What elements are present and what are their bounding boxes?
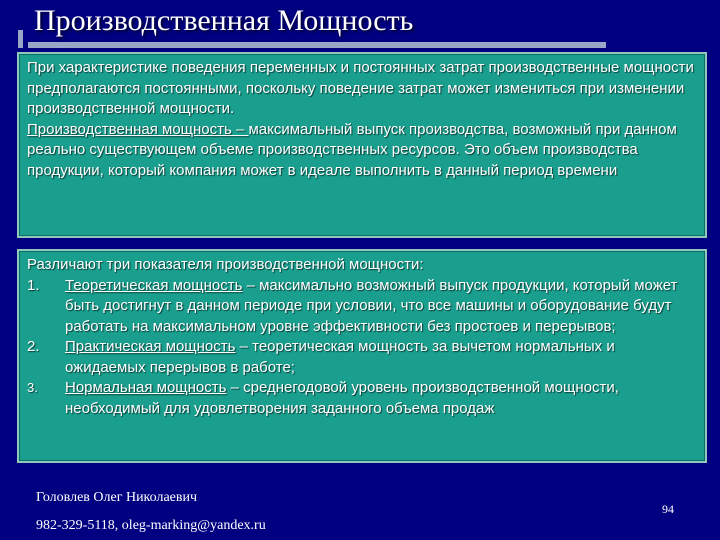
footer-author: Головлев Олег Николаевич [36, 490, 198, 505]
definition-term: Производственная мощность – [27, 120, 249, 138]
list-item-text: – среднегодовой уровень производственной мощности, необходимый для удовлетворения заданного объема продаж [65, 379, 619, 417]
footer-contacts: 982-329-5118, oleg-marking@yandex.ru [36, 518, 266, 533]
list-item [27, 276, 697, 338]
list-item-text: – максимально возможный выпуск продукции, который может быть достигнут в данном периоде при условии, что все машины и оборудование будут работать на максимальном уровне эффективности без простоев и перерывов; [65, 276, 678, 335]
slide-title: Производственная Мощность [34, 4, 414, 37]
intro-text: При характеристике поведения переменных и постоянных затрат производственные мощности предполагаются постоянными, поскольку поведение затрат может измениться при изменении производственной мощности. [27, 59, 694, 117]
definition-box [17, 52, 707, 238]
list-item-term: Практическая мощность [65, 338, 236, 355]
page-number: 94 [662, 502, 674, 516]
list-item-number: 1. [27, 276, 40, 294]
definition-text: максимальный выпуск производства, возможный при данном реально существующем объеме производственных ресурсов. Это объем производства продукции, который компания может в идеале выполнить в данный период времени [27, 120, 677, 179]
title-underline [28, 42, 606, 48]
list-item-number: 2. [27, 338, 40, 355]
capacity-types-lead: Различают три показателя производственной мощности: [27, 256, 424, 273]
list-item [27, 337, 697, 378]
list-item [27, 378, 697, 419]
list-item-term: Теоретическая мощность [65, 276, 243, 294]
capacity-types-box [17, 249, 707, 463]
list-item-term: Нормальная мощность [65, 379, 227, 396]
intro-paragraph [27, 58, 697, 181]
list-item-text: – теоретическая мощность за вычетом нормальных и ожидаемых перерывов в работе; [65, 338, 615, 376]
capacity-types-list [27, 276, 697, 420]
title-accent-bar [18, 30, 23, 48]
list-item-number: 3. [27, 380, 38, 395]
